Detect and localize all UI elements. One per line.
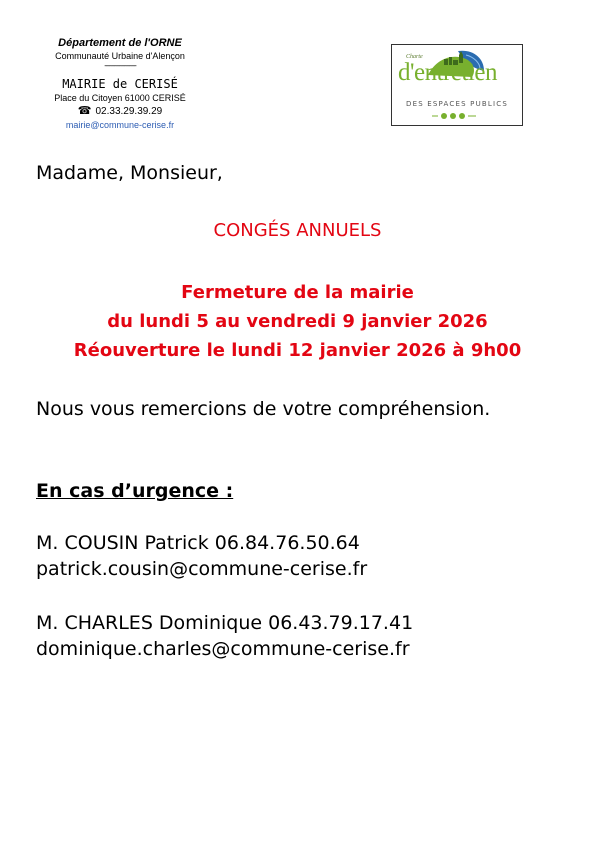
mairie-address: Place du Citoyen 61000 CERISÉ — [54, 93, 186, 103]
mairie-phone-line — [30, 104, 210, 119]
logo-small-text: Charte — [406, 54, 423, 60]
contact-cousin — [36, 530, 367, 582]
logo-subtitle: DES ESPACES PUBLICS — [405, 100, 508, 108]
contact-charles — [36, 610, 413, 662]
header-separator: ------------------- — [104, 61, 136, 70]
mairie-email: mairie@commune-cerise.fr — [65, 120, 175, 130]
notice-title: CONGÉS ANNUELS — [213, 220, 382, 241]
urgency-heading: En cas d’urgence : — [36, 480, 234, 502]
contact-email[interactable]: dominique.charles@commune-cerise.fr — [36, 638, 410, 660]
logo-main-text: d'entretien — [398, 59, 497, 86]
reopening-line: Réouverture le lundi 12 janvier 2026 à 9h00 — [73, 340, 522, 361]
greeting: Madame, Monsieur, — [36, 162, 223, 184]
community-name: Communauté Urbaine d'Alençon — [55, 51, 185, 61]
contact-name-phone: M. COUSIN Patrick 06.84.76.50.64 — [36, 532, 360, 554]
telephone-icon: ☎ — [77, 105, 92, 117]
contact-email[interactable]: patrick.cousin@commune-cerise.fr — [36, 558, 368, 580]
closure-line-1: Fermeture de la mairie — [181, 282, 414, 303]
mairie-name: MAIRIE de CERISÉ — [62, 77, 178, 91]
mairie-phone: 02.33.29.39.29 — [95, 106, 163, 117]
department-name: Département de l'ORNE — [58, 37, 182, 49]
closure-block — [0, 278, 595, 365]
contact-name-phone: M. CHARLES Dominique 06.43.79.17.41 — [36, 612, 414, 634]
closure-dates: du lundi 5 au vendredi 9 janvier 2026 — [107, 311, 488, 332]
letterhead — [30, 36, 210, 131]
charte-entretien-logo — [391, 44, 523, 126]
thanks-text: Nous vous remercions de votre compréhension. — [36, 398, 491, 420]
